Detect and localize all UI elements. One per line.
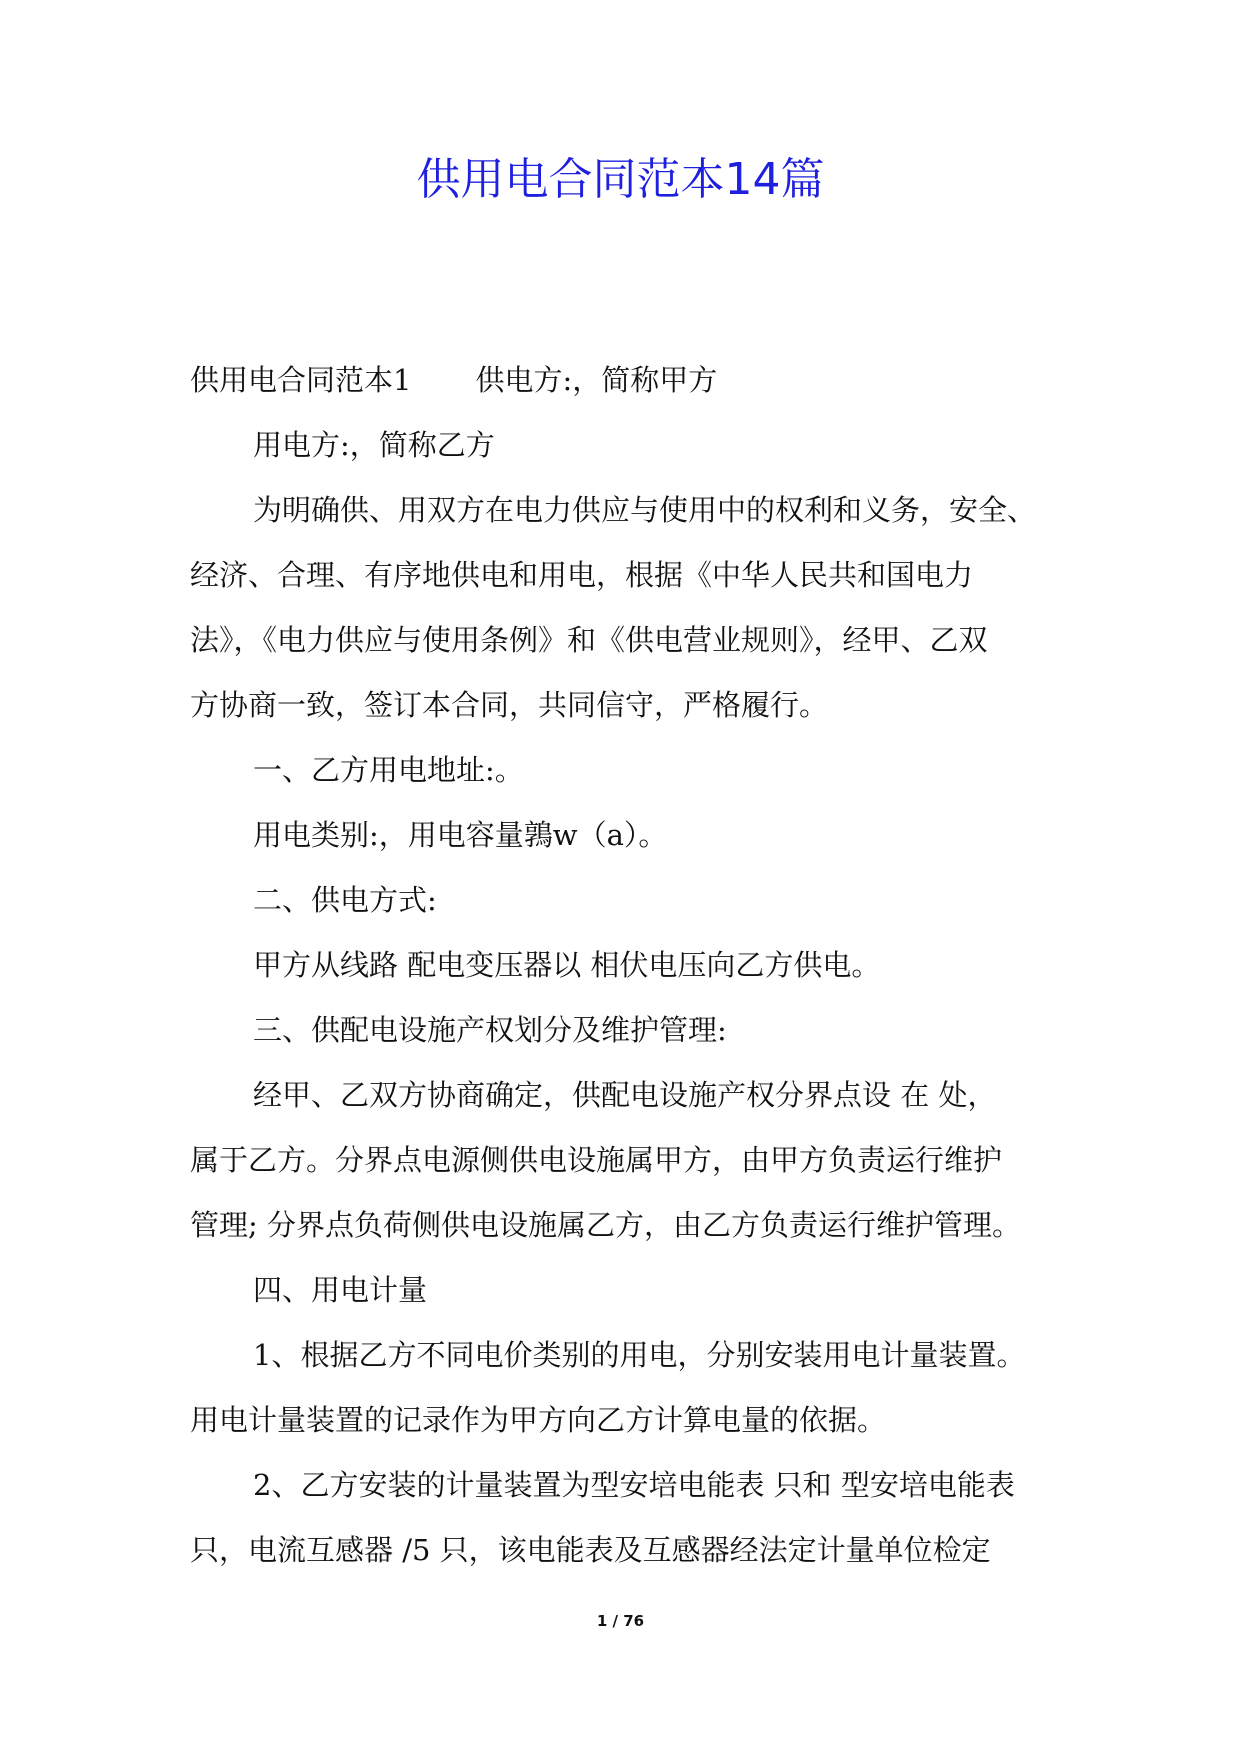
paragraph-line: 1、根据乙方不同电价类别的用电，分别安装用电计量装置。	[253, 1338, 1026, 1372]
paragraph-line: 只，电流互感器 /5 只，该电能表及互感器经法定计量单位检定	[190, 1533, 991, 1567]
paragraph-line	[190, 348, 1060, 413]
document-title: 供用电合同范本14篇	[416, 154, 825, 205]
paragraph-line: 甲方从线路 配电变压器以 相伏电压向乙方供电。	[253, 948, 881, 982]
paragraph-line: 用电计量装置的记录作为甲方向乙方计算电量的依据。	[190, 1403, 887, 1437]
paragraph-line: 二、供电方式:	[253, 883, 437, 917]
paragraph-line: 三、供配电设施产权划分及维护管理:	[253, 1013, 727, 1047]
paragraph-line: 2、乙方安装的计量装置为型安培电能表 只和 型安培电能表	[253, 1468, 1015, 1502]
paragraph-line: 经济、合理、有序地供电和用电，根据《中华人民共和国电力	[190, 558, 974, 592]
page-number: 1 / 76	[596, 1612, 645, 1630]
paragraph-line: 属于乙方。分界点电源侧供电设施属甲方，由甲方负责运行维护	[190, 1143, 1003, 1177]
paragraph-line: 为明确供、用双方在电力供应与使用中的权利和义务，安全、	[253, 493, 1037, 527]
paragraph-line: 法》，《电力供应与使用条例》和《供电营业规则》，经甲、乙双	[190, 623, 988, 657]
section-heading: 供用电合同范本1	[190, 363, 412, 397]
paragraph-line: 管理; 分界点负荷侧供电设施属乙方，由乙方负责运行维护管理。	[190, 1208, 1021, 1242]
paragraph-line: 经甲、乙双方协商确定，供配电设施产权分界点设 在 处，	[253, 1078, 997, 1112]
paragraph-line: 用电类别:，用电容量鶉w（a）。	[253, 818, 668, 852]
paragraph-line: 一、乙方用电地址:。	[253, 753, 524, 787]
party-a-line: 供电方:，简称甲方	[475, 363, 718, 397]
paragraph-line: 用电方:，简称乙方	[253, 428, 495, 462]
document-body	[190, 348, 1060, 1583]
paragraph-line: 四、用电计量	[253, 1273, 428, 1307]
paragraph-line: 方协商一致，签订本合同，共同信守，严格履行。	[190, 688, 829, 722]
